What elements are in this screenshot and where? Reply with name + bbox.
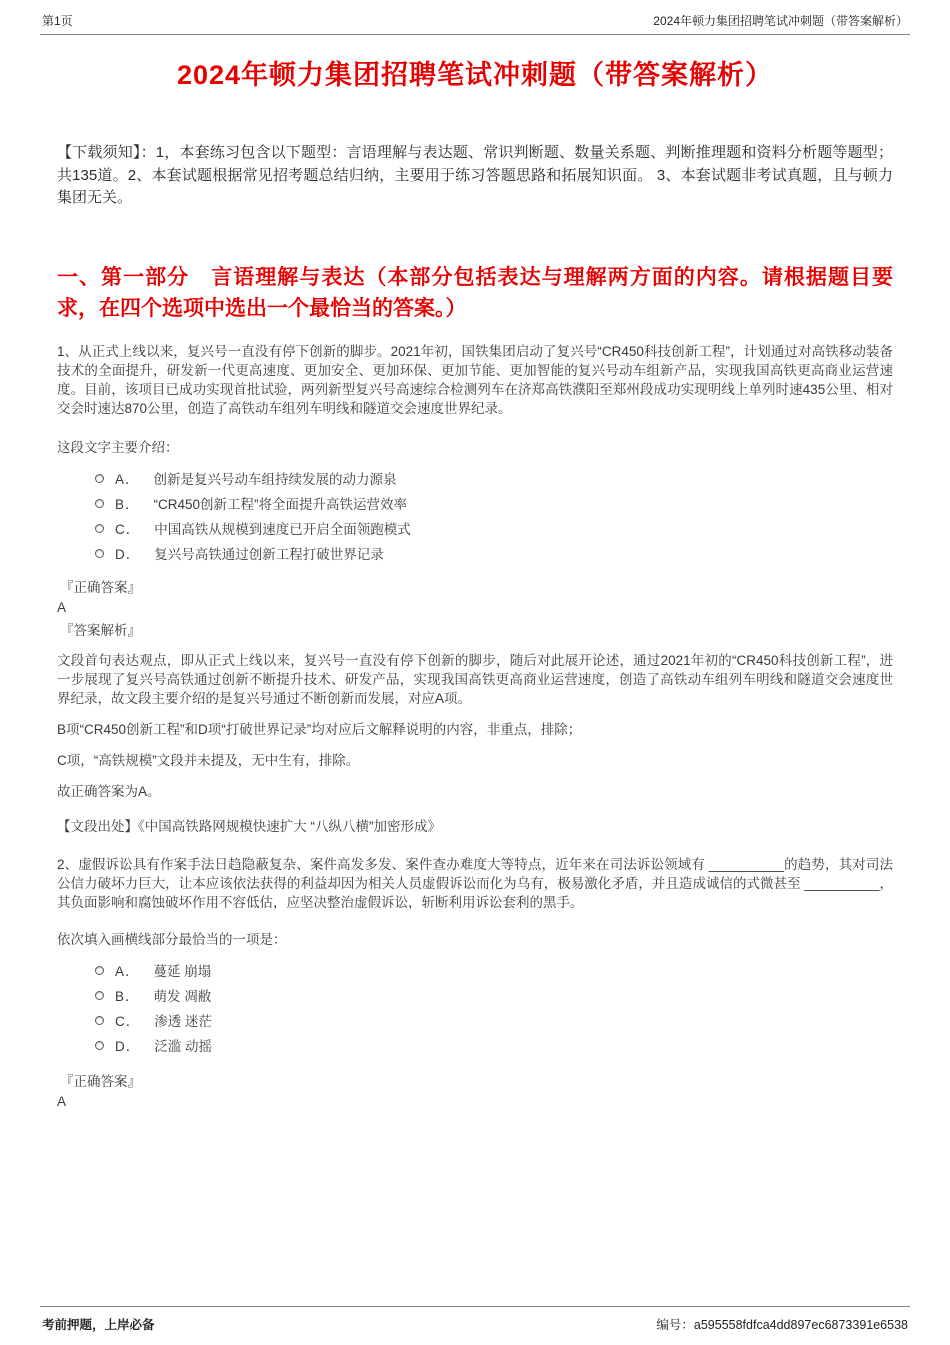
question-1-option-d[interactable] [95,541,893,566]
radio-button-icon[interactable] [95,524,104,533]
question-2-option-b[interactable] [95,983,893,1008]
question-1-analysis-conclusion: 故正确答案为A。 [57,783,161,799]
question-1-stem: 1、从正式上线以来，复兴号一直没有停下创新的脚步。2021年初，国铁集团启动了复兴号“CR450科技创新工程”，计划通过对高铁移动装备技术的全面提升，研发新一代更高速度、更加安全、更加环保、更加节能、更加智能的复兴号动车组新产品，实现我国高铁更高商业运营速度。目前，该项目已成功实现首批试验，两列新型复兴号高速综合检测列车在济郑高铁濮阳至郑州段成功实现明线上单列时速435公里、相对交会时速达870公里，创造了高铁动车组列车明线和隧道交会速度世界纪录。 [57,343,893,416]
radio-button-icon[interactable] [95,499,104,508]
question-1-answer-label: 『正确答案』 [60,579,141,595]
question-1-analysis-paragraph: C项，“高铁规模”文段并未提及，无中生有，排除。 [57,752,360,768]
option-text: 渗透 迷茫 [154,1014,213,1030]
question-1-source: 【文段出处】《中国高铁路网规模快速扩大 “八纵八横”加密形成》 [57,818,441,834]
question-1-analysis-paragraph: B项“CR450创新工程”和D项“打破世界记录”均对应后文解释说明的内容，非重点，排除； [57,721,582,737]
option-letter: A． [115,964,140,980]
option-letter: B． [115,989,140,1005]
question-1-analysis-label: 『答案解析』 [60,622,141,638]
header-page-number: 第1页 [42,14,73,28]
radio-button-icon[interactable] [95,1016,104,1025]
question-1-option-c[interactable] [95,516,893,541]
question-2-option-a[interactable] [95,958,893,983]
header-doc-title: 2024年顿力集团招聘笔试冲刺题（带答案解析） [653,14,908,28]
footer-serial-number: 编号：a595558fdfca4dd897ec6873391e6538 [656,1318,908,1332]
radio-button-icon[interactable] [95,474,104,483]
question-2-options [95,958,893,1058]
section-heading: 一、第一部分 言语理解与表达（本部分包括表达与理解两方面的内容。请根据题目要求，在四个选项中选出一个最恰当的答案。） [57,265,893,320]
question-2-prompt: 依次填入画横线部分最恰当的一项是： [57,931,287,947]
download-notice: 【下载须知】：1，本套练习包含以下题型：言语理解与表达题、常识判断题、数量关系题、判断推理题和资料分析题等题型；共135道。2、本套试题根据常见招考题总结归纳，主要用于练习答题思路和拓展知识面。 3、本套试题非考试真题，且与顿力集团无关。 [57,144,893,206]
option-text: 泛滥 动摇 [154,1039,213,1055]
radio-button-icon[interactable] [95,1041,104,1050]
question-2-answer-label: 『正确答案』 [60,1073,141,1089]
option-text: 萌发 凋敝 [153,989,212,1005]
question-1-answer-value: A [57,599,67,615]
option-letter: C． [115,1014,141,1030]
option-text: “CR450创新工程”将全面提升高铁运营效率 [153,497,408,513]
option-letter: B． [115,497,140,513]
question-1-option-a[interactable] [95,466,893,491]
question-2-option-d[interactable] [95,1033,893,1058]
page-footer [40,1306,910,1333]
question-1-options [95,466,893,566]
radio-button-icon[interactable] [95,966,104,975]
question-2-option-c[interactable] [95,1008,893,1033]
option-text: 创新是复兴号动车组持续发展的动力源泉 [153,472,397,488]
question-2-stem: 2、虚假诉讼具有作案手法日趋隐蔽复杂、案件高发多发、案件查办难度大等特点，近年来在司法诉讼领域有 __________的趋势，其对司法公信力破坏力巨大，让本应该依法获得的利益却因为相关人员虚假诉讼而化为乌有，极易激化矛盾，并且造成诚信的式微甚至 __________，其负面影响和腐蚀破坏作用不容低估，应坚决整治虚假诉讼，斩断利用诉讼套利的黑手。 [57,856,893,910]
question-2 [0,855,950,1109]
question-1-option-b[interactable] [95,491,893,516]
question-1-prompt: 这段文字主要介绍： [57,439,179,455]
page-header [40,0,910,35]
radio-button-icon[interactable] [95,549,104,558]
question-2-answer-value: A [57,1093,67,1109]
document-title: 2024年顿力集团招聘笔试冲刺题（带答案解析） [176,60,774,90]
option-text: 中国高铁从规模到速度已开启全面领跑模式 [154,522,411,538]
option-letter: D． [115,1039,141,1055]
question-1 [0,342,950,835]
option-letter: C． [115,522,141,538]
option-text: 蔓延 崩塌 [153,964,212,980]
question-1-analysis-paragraph: 文段首句表达观点，即从正式上线以来，复兴号一直没有停下创新的脚步，随后对此展开论述，通过2021年初的“CR450科技创新工程”，进一步展现了复兴号高铁通过创新不断提升技术、研发产品，实现我国高铁更高商业运营速度，创造了高铁动车组列车明线和隧道交会速度世界纪录，故文段主要介绍的是复兴号通过不断创新而发展，对应A项。 [57,652,893,706]
radio-button-icon[interactable] [95,991,104,1000]
option-letter: D． [115,547,141,563]
option-text: 复兴号高铁通过创新工程打破世界记录 [154,547,384,563]
footer-slogan: 考前押题，上岸必备 [42,1318,155,1332]
option-letter: A． [115,472,140,488]
